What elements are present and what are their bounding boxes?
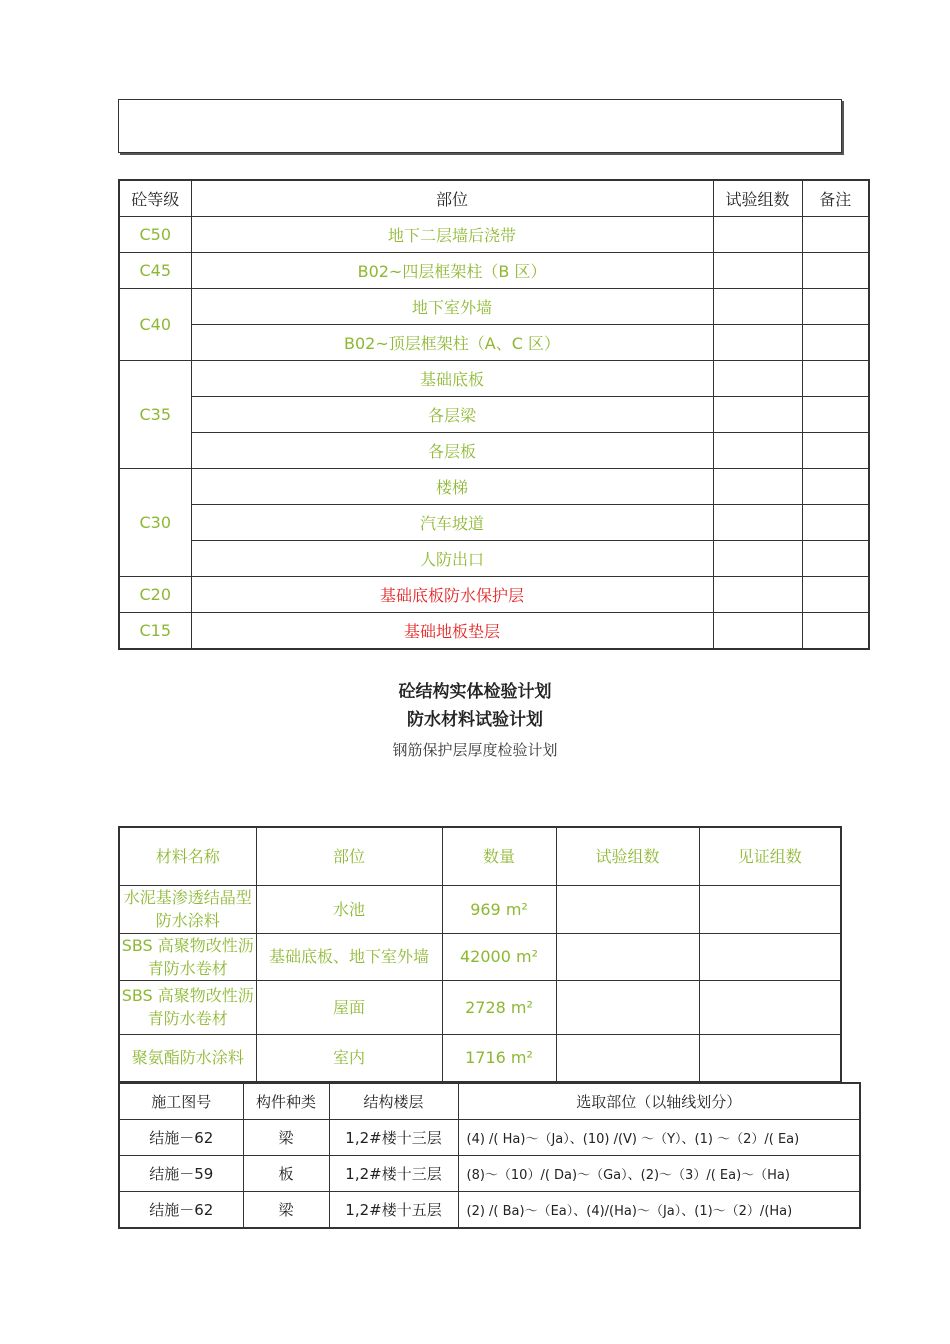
grade-cell: C50	[119, 217, 191, 253]
header-cell: 试验组数	[556, 827, 699, 885]
table-row	[119, 325, 869, 361]
quantity-cell: 42000 m²	[442, 933, 556, 980]
table-row	[119, 433, 869, 469]
header-cell: 砼等级	[119, 180, 191, 217]
table-row	[119, 469, 869, 505]
floor-cell: 1,2#楼十三层	[329, 1120, 458, 1156]
grade-cell: C40	[119, 289, 191, 361]
part-cell: 基础地板垫层	[191, 613, 713, 650]
header-cell: 结构楼层	[329, 1083, 458, 1120]
part-cell: 人防出口	[191, 541, 713, 577]
header-cell: 备注	[802, 180, 869, 217]
empty-cell	[713, 469, 802, 505]
empty-cell	[802, 541, 869, 577]
empty-cell	[713, 613, 802, 650]
empty-cell	[802, 613, 869, 650]
part-cell: B02~顶层框架柱（A、C 区）	[191, 325, 713, 361]
member-type-cell: 梁	[243, 1192, 329, 1229]
empty-cell	[802, 361, 869, 397]
part-cell: 基础底板	[191, 361, 713, 397]
empty-cell	[802, 253, 869, 289]
table-row	[119, 541, 869, 577]
rebar-cover-table	[118, 1082, 861, 1229]
table-row	[119, 577, 869, 613]
part-cell: 地下二层墙后浇带	[191, 217, 713, 253]
material-name-cell: SBS 高聚物改性沥青防水卷材	[119, 980, 256, 1034]
part-cell: 各层梁	[191, 397, 713, 433]
member-type-cell: 梁	[243, 1120, 329, 1156]
empty-cell	[802, 577, 869, 613]
part-cell: B02~四层框架柱（B 区）	[191, 253, 713, 289]
empty-cell	[556, 980, 699, 1034]
empty-cell	[713, 577, 802, 613]
table-row	[119, 1034, 841, 1082]
table-row	[119, 980, 841, 1034]
grade-cell: C30	[119, 469, 191, 577]
empty-cell	[556, 933, 699, 980]
material-name-cell: SBS 高聚物改性沥青防水卷材	[119, 933, 256, 980]
location-cell: (8)～（10）/( Da)～（Ga）、(2)～（3）/( Ea)～（Ha)	[458, 1156, 860, 1192]
table-row	[119, 1156, 860, 1192]
floor-cell: 1,2#楼十五层	[329, 1192, 458, 1229]
concrete-test-table	[118, 179, 870, 650]
title-waterproof-test: 防水材料试验计划	[407, 710, 543, 730]
quantity-cell: 2728 m²	[442, 980, 556, 1034]
grade-cell: C20	[119, 577, 191, 613]
header-cell: 部位	[191, 180, 713, 217]
empty-cell	[713, 217, 802, 253]
empty-cell	[556, 1034, 699, 1082]
empty-cell	[802, 325, 869, 361]
member-type-cell: 板	[243, 1156, 329, 1192]
title-rebar-cover: 钢筋保护层厚度检验计划	[392, 741, 558, 759]
table-row	[119, 289, 869, 325]
empty-cell	[713, 505, 802, 541]
table-header-row	[119, 1083, 860, 1120]
drawing-number-cell: 结施－62	[119, 1120, 243, 1156]
table-row	[119, 217, 869, 253]
empty-cell	[713, 433, 802, 469]
empty-cell	[802, 397, 869, 433]
table-row	[119, 253, 869, 289]
grade-cell: C35	[119, 361, 191, 469]
quantity-cell: 1716 m²	[442, 1034, 556, 1082]
table-row	[119, 885, 841, 933]
grade-cell: C15	[119, 613, 191, 650]
header-cell: 见证组数	[699, 827, 841, 885]
empty-cell	[802, 433, 869, 469]
header-cell: 选取部位（以轴线划分）	[458, 1083, 860, 1120]
empty-cell	[802, 469, 869, 505]
location-cell: (4) /( Ha)～（Ja）、(10) /(V) ～（Y）、(1) ～（2）/( Ea)	[458, 1120, 860, 1156]
part-cell: 汽车坡道	[191, 505, 713, 541]
empty-cell	[699, 885, 841, 933]
material-name-cell: 聚氨酯防水涂料	[119, 1034, 256, 1082]
empty-cell	[713, 253, 802, 289]
material-name-cell: 水泥基渗透结晶型防水涂料	[119, 885, 256, 933]
location-cell: (2) /( Ba)～（Ea）、(4)/(Ha)～（Ja）、(1)～（2）/(Ha)	[458, 1192, 860, 1229]
waterproof-material-table	[118, 826, 842, 1083]
empty-cell	[713, 397, 802, 433]
blank-header-box	[118, 99, 842, 153]
part-cell: 室内	[256, 1034, 442, 1082]
empty-cell	[556, 885, 699, 933]
table-row	[119, 361, 869, 397]
empty-cell	[802, 505, 869, 541]
table-header-row	[119, 180, 869, 217]
empty-cell	[713, 289, 802, 325]
part-cell: 地下室外墙	[191, 289, 713, 325]
title-concrete-inspection: 砼结构实体检验计划	[398, 682, 552, 702]
table-row	[119, 1192, 860, 1229]
empty-cell	[713, 541, 802, 577]
header-cell: 数量	[442, 827, 556, 885]
part-cell: 屋面	[256, 980, 442, 1034]
part-cell: 基础底板防水保护层	[191, 577, 713, 613]
part-cell: 基础底板、地下室外墙	[256, 933, 442, 980]
empty-cell	[802, 217, 869, 253]
table-row	[119, 505, 869, 541]
drawing-number-cell: 结施－62	[119, 1192, 243, 1229]
table-row	[119, 613, 869, 650]
empty-cell	[699, 980, 841, 1034]
empty-cell	[802, 289, 869, 325]
empty-cell	[699, 933, 841, 980]
part-cell: 楼梯	[191, 469, 713, 505]
part-cell: 各层板	[191, 433, 713, 469]
header-cell: 构件种类	[243, 1083, 329, 1120]
quantity-cell: 969 m²	[442, 885, 556, 933]
table-row	[119, 1120, 860, 1156]
table-row	[119, 933, 841, 980]
empty-cell	[699, 1034, 841, 1082]
floor-cell: 1,2#楼十三层	[329, 1156, 458, 1192]
grade-cell: C45	[119, 253, 191, 289]
header-cell: 材料名称	[119, 827, 256, 885]
header-cell: 施工图号	[119, 1083, 243, 1120]
part-cell: 水池	[256, 885, 442, 933]
table-header-row	[119, 827, 841, 885]
header-cell: 试验组数	[713, 180, 802, 217]
empty-cell	[713, 325, 802, 361]
drawing-number-cell: 结施－59	[119, 1156, 243, 1192]
table-row	[119, 397, 869, 433]
header-cell: 部位	[256, 827, 442, 885]
empty-cell	[713, 361, 802, 397]
